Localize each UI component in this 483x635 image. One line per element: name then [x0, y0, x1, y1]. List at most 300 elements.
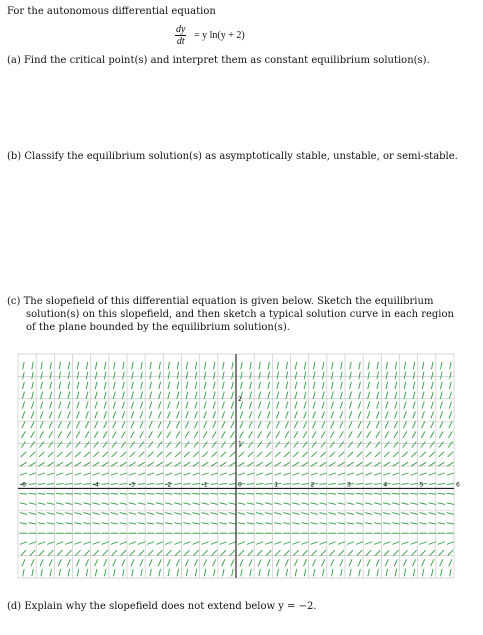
- slope-segment: [65, 523, 72, 524]
- slope-segment: [183, 513, 190, 515]
- slope-segment: [75, 462, 81, 466]
- slope-segment: [420, 452, 425, 457]
- slope-segment: [265, 542, 272, 545]
- slope-segment: [392, 523, 399, 524]
- slope-segment: [74, 523, 81, 524]
- slope-segment: [140, 411, 143, 418]
- slope-segment: [265, 484, 272, 485]
- slope-segment: [201, 503, 208, 505]
- slope-segment: [265, 493, 272, 494]
- slope-segment: [277, 362, 278, 369]
- slope-segment: [286, 392, 288, 399]
- slope-segment: [338, 462, 344, 466]
- slope-segment: [148, 442, 153, 448]
- slope-segment: [249, 431, 253, 437]
- slope-segment: [47, 513, 54, 515]
- slope-segment: [220, 462, 226, 466]
- slope-segment: [50, 402, 52, 409]
- slope-segment: [422, 372, 424, 379]
- slope-segment: [130, 550, 135, 555]
- slope-segment: [138, 523, 145, 524]
- slope-segment: [120, 462, 126, 466]
- slope-segment: [213, 372, 215, 379]
- slope-segment: [211, 503, 218, 505]
- slope-segment: [86, 569, 87, 576]
- slope-segment: [267, 559, 270, 566]
- slope-segment: [30, 550, 35, 555]
- slope-segment: [403, 421, 406, 428]
- slope-segment: [22, 402, 24, 409]
- slope-segment: [329, 462, 335, 466]
- slope-segment: [319, 493, 326, 494]
- slope-segment: [401, 542, 408, 545]
- slope-segment: [20, 513, 27, 515]
- slope-segment: [349, 421, 352, 428]
- x-tick-label: -4: [92, 481, 99, 489]
- slope-segment: [84, 550, 89, 555]
- slope-segment: [401, 513, 408, 515]
- slope-segment: [359, 382, 361, 389]
- slope-segment: [138, 484, 145, 485]
- slope-segment: [148, 550, 153, 555]
- slope-segment: [368, 382, 370, 389]
- slope-segment: [213, 421, 216, 428]
- slope-segment: [68, 569, 69, 576]
- slope-segment: [122, 421, 125, 428]
- slope-segment: [313, 411, 316, 418]
- slope-segment: [304, 411, 307, 418]
- slope-segment: [50, 372, 52, 379]
- slope-segment: [429, 503, 436, 505]
- slope-segment: [431, 421, 434, 428]
- slope-segment: [68, 362, 69, 369]
- slope-segment: [58, 421, 61, 428]
- slope-segment: [347, 542, 354, 545]
- slope-segment: [276, 411, 279, 418]
- slope-segment: [410, 484, 417, 485]
- slope-segment: [38, 473, 45, 475]
- slope-segment: [229, 484, 236, 485]
- slope-segment: [192, 484, 199, 485]
- x-tick-label: 4: [383, 481, 388, 489]
- slope-segment: [402, 550, 407, 555]
- slope-segment: [259, 569, 260, 576]
- slope-segment: [359, 569, 360, 576]
- fraction-denominator: dt: [176, 36, 185, 47]
- slope-segment: [358, 559, 361, 566]
- slope-segment: [285, 421, 288, 428]
- slope-segment: [322, 421, 325, 428]
- slope-segment: [412, 559, 415, 566]
- slope-segment: [284, 550, 289, 555]
- slope-segment: [211, 523, 218, 524]
- slope-segment: [419, 523, 426, 524]
- slope-segment: [201, 513, 208, 515]
- slope-segment: [239, 452, 244, 457]
- slope-segment: [247, 503, 254, 505]
- slope-segment: [159, 392, 161, 399]
- slope-segment: [165, 473, 172, 475]
- slope-segment: [213, 392, 215, 399]
- slope-segment: [32, 382, 34, 389]
- slope-segment: [292, 493, 299, 494]
- slope-segment: [412, 442, 417, 448]
- slope-segment: [329, 493, 336, 494]
- slope-segment: [332, 569, 333, 576]
- slope-segment: [156, 542, 163, 545]
- slope-segment: [386, 362, 387, 369]
- slope-segment: [40, 421, 43, 428]
- x-tick-label: 5: [419, 481, 424, 489]
- slope-segment: [329, 503, 336, 505]
- slope-segment: [240, 411, 243, 418]
- slope-segment: [185, 421, 188, 428]
- slope-segment: [50, 569, 51, 576]
- slope-segment: [194, 559, 197, 566]
- slope-segment: [448, 442, 453, 448]
- slope-segment: [66, 550, 71, 555]
- slope-segment: [240, 421, 243, 428]
- slope-segment: [74, 513, 81, 515]
- slope-segment: [159, 569, 160, 576]
- slope-segment: [195, 402, 197, 409]
- slope-segment: [139, 452, 144, 457]
- slope-segment: [213, 402, 215, 409]
- slope-segment: [303, 421, 306, 428]
- slope-segment: [311, 462, 317, 466]
- slope-segment: [367, 431, 371, 437]
- fraction-numerator: dy: [176, 24, 186, 35]
- slope-segment: [67, 559, 70, 566]
- slope-segment: [29, 493, 36, 494]
- slope-segment: [302, 462, 308, 466]
- slope-segment: [58, 442, 63, 448]
- slope-segment: [185, 559, 188, 566]
- slope-segment: [392, 473, 399, 475]
- slope-segment: [93, 542, 100, 545]
- x-tick-label: -3: [129, 481, 135, 489]
- x-tick-label: 0: [238, 481, 242, 489]
- slope-segment: [413, 372, 415, 379]
- slope-segment: [286, 569, 287, 576]
- slope-segment: [393, 550, 398, 555]
- slope-segment: [301, 523, 308, 524]
- slope-segment: [258, 431, 262, 437]
- slope-segment: [401, 473, 408, 475]
- slope-segment: [404, 392, 406, 399]
- slope-segment: [421, 431, 425, 437]
- x-tick-label: 2: [310, 481, 315, 489]
- slope-segment: [86, 402, 88, 409]
- slope-segment: [430, 442, 435, 448]
- slope-segment: [20, 493, 27, 494]
- slope-segment: [29, 542, 36, 545]
- slope-segment: [229, 503, 236, 505]
- slope-segment: [320, 513, 327, 515]
- slope-segment: [259, 362, 260, 369]
- slope-segment: [165, 542, 172, 545]
- slope-segment: [392, 484, 399, 485]
- slope-segment: [241, 382, 243, 389]
- slope-segment: [356, 523, 363, 524]
- slope-segment: [301, 493, 308, 494]
- slope-segment: [174, 484, 181, 485]
- slope-segment: [111, 493, 118, 494]
- part-c-line-1: (c) The slopefield of this differential equation is given below. Sketch the equilibrium: [7, 296, 434, 307]
- slope-segment: [411, 550, 416, 555]
- slope-segment: [67, 421, 70, 428]
- slope-segment: [368, 362, 369, 369]
- slope-segment: [302, 550, 307, 555]
- slope-segment: [250, 392, 252, 399]
- slope-segment: [140, 402, 142, 409]
- slope-segment: [284, 452, 289, 457]
- slope-segment: [176, 431, 180, 437]
- slope-segment: [102, 462, 108, 466]
- slope-segment: [231, 392, 233, 399]
- slope-segment: [366, 550, 371, 555]
- slope-segment: [92, 493, 99, 494]
- slope-segment: [101, 493, 108, 494]
- slope-segment: [211, 462, 217, 466]
- slope-segment: [30, 452, 35, 457]
- slope-segment: [192, 503, 199, 505]
- slope-segment: [167, 411, 170, 418]
- slope-segment: [439, 442, 444, 448]
- slope-segment: [231, 382, 233, 389]
- slope-segment: [83, 503, 90, 505]
- slope-segment: [312, 431, 316, 437]
- slope-segment: [395, 372, 397, 379]
- slope-segment: [268, 392, 270, 399]
- slope-segment: [256, 513, 263, 515]
- slope-segment: [211, 452, 216, 457]
- slope-segment: [257, 442, 262, 448]
- slope-segment: [447, 462, 453, 466]
- slope-segment: [268, 402, 270, 409]
- slope-segment: [267, 431, 271, 437]
- slope-segment: [368, 372, 370, 379]
- slope-segment: [31, 431, 35, 437]
- slope-segment: [350, 382, 352, 389]
- slope-segment: [176, 442, 181, 448]
- slope-segment: [394, 442, 399, 448]
- slope-segment: [147, 493, 154, 494]
- slope-segment: [47, 484, 54, 485]
- slope-segment: [356, 462, 362, 466]
- slope-segment: [221, 442, 226, 448]
- slope-segment: [394, 559, 397, 566]
- slope-segment: [248, 550, 253, 555]
- slope-segment: [347, 513, 354, 515]
- slope-segment: [320, 542, 327, 545]
- slope-segment: [421, 550, 426, 555]
- slope-segment: [58, 411, 61, 418]
- slope-segment: [247, 523, 254, 524]
- slope-segment: [138, 493, 145, 494]
- slope-segment: [383, 513, 390, 515]
- slope-segment: [83, 513, 90, 515]
- slope-segment: [186, 402, 188, 409]
- slope-segment: [283, 503, 290, 505]
- slope-segment: [183, 493, 190, 494]
- slope-segment: [193, 550, 198, 555]
- slope-segment: [176, 559, 179, 566]
- slope-segment: [184, 452, 189, 457]
- slope-segment: [449, 402, 451, 409]
- slope-segment: [166, 462, 172, 466]
- slope-segment: [365, 523, 372, 524]
- slope-segment: [59, 402, 61, 409]
- slope-segment: [202, 473, 209, 475]
- slope-segment: [238, 542, 245, 545]
- slope-segment: [185, 431, 189, 437]
- part-d: (d) Explain why the slopefield does not extend below y = −2.: [7, 601, 317, 612]
- slope-segment: [222, 421, 225, 428]
- slope-segment: [175, 452, 180, 457]
- slope-segment: [411, 452, 416, 457]
- slope-segment: [40, 559, 43, 566]
- slope-segment: [186, 569, 187, 576]
- y-tick-label: 2: [238, 395, 242, 403]
- slope-segment: [167, 431, 171, 437]
- slope-segment: [330, 550, 335, 555]
- slope-segment: [158, 431, 162, 437]
- slope-segment: [356, 542, 363, 545]
- slope-segment: [220, 473, 227, 475]
- slope-segment: [313, 372, 315, 379]
- slope-segment: [322, 392, 324, 399]
- slope-segment: [183, 503, 190, 505]
- slope-segment: [367, 411, 370, 418]
- slope-segment: [250, 362, 251, 369]
- slope-segment: [295, 372, 297, 379]
- slope-segment: [176, 421, 179, 428]
- slope-segment: [56, 493, 63, 494]
- slope-segment: [256, 503, 263, 505]
- slope-segment: [220, 513, 227, 515]
- slope-segment: [385, 442, 390, 448]
- slope-segment: [103, 431, 107, 437]
- slope-segment: [312, 442, 317, 448]
- slope-segment: [356, 484, 363, 485]
- slope-segment: [76, 442, 81, 448]
- slope-segment: [184, 550, 189, 555]
- slope-segment: [168, 382, 170, 389]
- slope-segment: [65, 493, 72, 494]
- slope-segment: [102, 473, 109, 475]
- slope-segment: [374, 493, 381, 494]
- slope-segment: [195, 382, 197, 389]
- slope-segment: [147, 484, 154, 485]
- slope-segment: [114, 372, 116, 379]
- slope-segment: [285, 431, 289, 437]
- slope-segment: [347, 523, 354, 524]
- slope-segment: [401, 503, 408, 505]
- slope-segment: [438, 503, 445, 505]
- slope-segment: [156, 513, 163, 515]
- slope-segment: [419, 493, 426, 494]
- slope-segment: [22, 431, 26, 437]
- slope-segment: [131, 431, 135, 437]
- slope-segment: [376, 431, 380, 437]
- slope-segment: [104, 411, 107, 418]
- slope-segment: [86, 362, 87, 369]
- slope-segment: [210, 484, 217, 485]
- slope-segment: [447, 523, 454, 524]
- slope-segment: [85, 421, 88, 428]
- slope-segment: [431, 402, 433, 409]
- slope-segment: [439, 452, 444, 457]
- slope-segment: [241, 569, 242, 576]
- slope-segment: [402, 462, 408, 466]
- slope-segment: [274, 493, 281, 494]
- slope-segment: [177, 382, 179, 389]
- y-tick-label: 1: [238, 440, 242, 448]
- slope-segment: [157, 550, 162, 555]
- slope-segment: [220, 493, 227, 494]
- slope-segment: [213, 569, 214, 576]
- slope-segment: [149, 402, 151, 409]
- slope-segment: [102, 523, 109, 524]
- slope-segment: [222, 392, 224, 399]
- slope-segment: [292, 513, 299, 515]
- slope-segment: [347, 462, 353, 466]
- slope-segment: [241, 362, 242, 369]
- slope-segment: [104, 372, 106, 379]
- slope-segment: [320, 452, 325, 457]
- slope-segment: [447, 503, 454, 505]
- slope-segment: [441, 372, 443, 379]
- slope-segment: [131, 421, 134, 428]
- slope-segment: [129, 462, 135, 466]
- slope-segment: [349, 402, 351, 409]
- slope-segment: [123, 569, 124, 576]
- slope-segment: [321, 442, 326, 448]
- slope-segment: [359, 392, 361, 399]
- slope-segment: [338, 473, 345, 475]
- slope-segment: [129, 503, 136, 505]
- slope-segment: [440, 421, 443, 428]
- slope-segment: [41, 362, 42, 369]
- slope-segment: [266, 462, 272, 466]
- slope-segment: [439, 550, 444, 555]
- slope-segment: [283, 513, 290, 515]
- slope-segment: [448, 431, 452, 437]
- slope-segment: [313, 362, 314, 369]
- slope-segment: [401, 484, 408, 485]
- slope-segment: [341, 362, 342, 369]
- slope-segment: [320, 473, 327, 475]
- slope-segment: [374, 503, 381, 505]
- slope-segment: [313, 402, 315, 409]
- slope-segment: [129, 513, 136, 515]
- slope-segment: [20, 542, 27, 545]
- slope-segment: [429, 462, 435, 466]
- slope-segment: [76, 421, 79, 428]
- slope-segment: [147, 542, 154, 545]
- slope-segment: [120, 493, 127, 494]
- slope-segment: [102, 452, 107, 457]
- slope-segment: [50, 392, 52, 399]
- slope-segment: [238, 523, 245, 524]
- slope-segment: [295, 569, 296, 576]
- slope-segment: [122, 392, 124, 399]
- slope-segment: [303, 442, 308, 448]
- slope-segment: [377, 402, 379, 409]
- slope-segment: [413, 402, 415, 409]
- slope-segment: [422, 382, 424, 389]
